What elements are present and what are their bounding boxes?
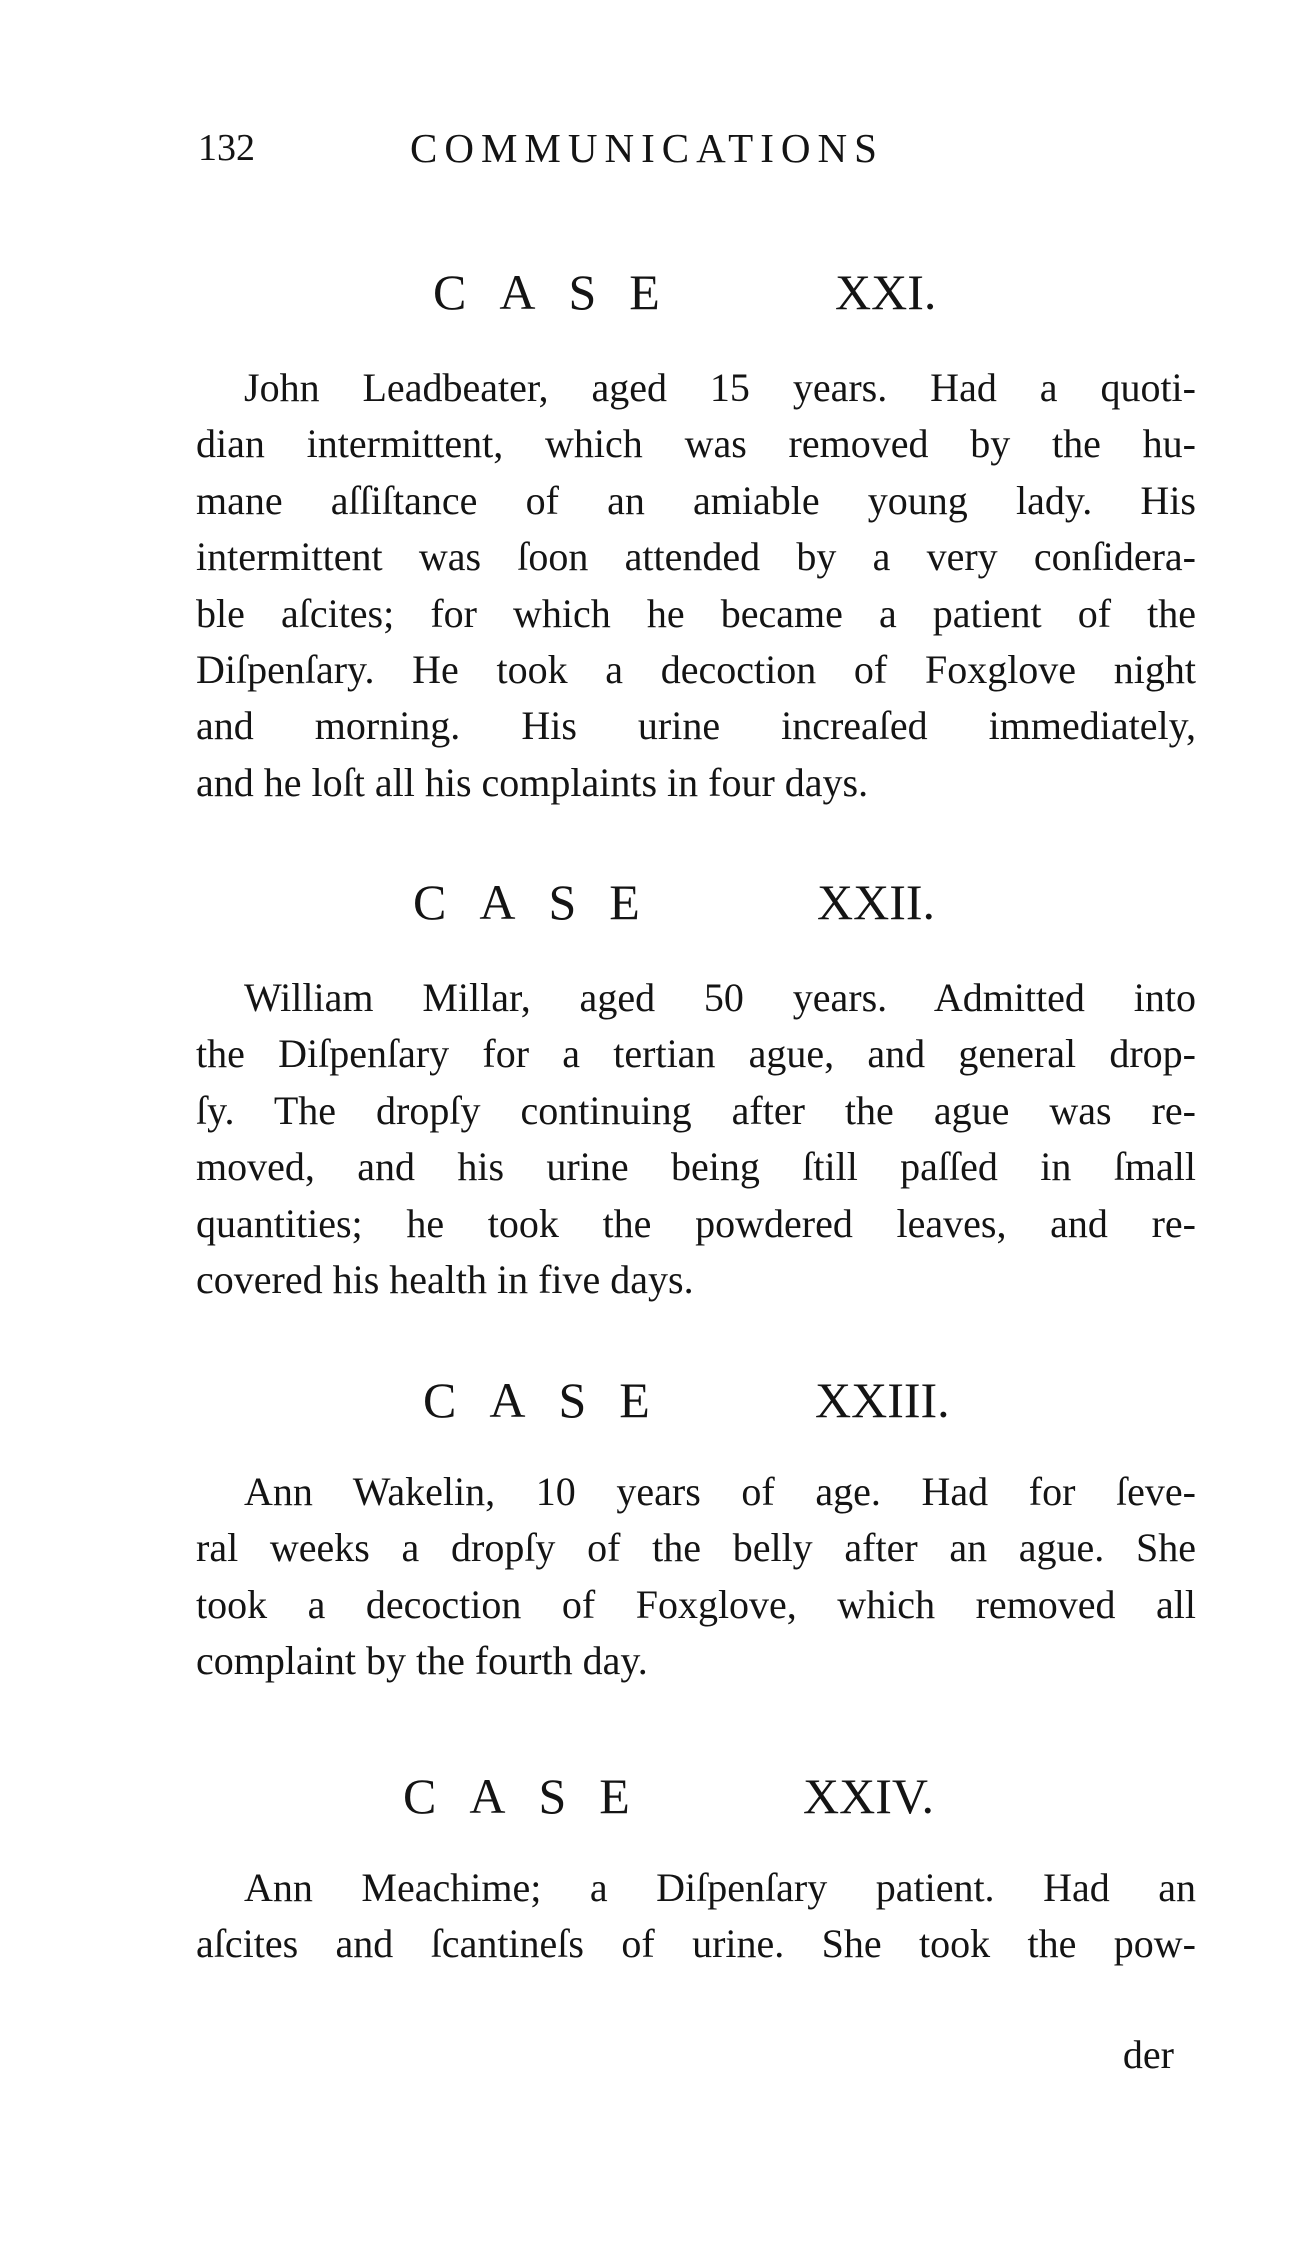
case-heading-word: CASE [423,1372,683,1428]
case-heading-number: XXIV. [803,1768,935,1824]
text-line: took a decoction of Foxglove, which removed all [196,1581,1196,1627]
text-line: dian intermittent, which was removed by the hu- [196,421,1196,467]
case-heading-number: XXII. [817,874,936,930]
case-xxi-paragraph [196,360,1196,811]
case-xxii-paragraph [196,970,1196,1308]
text-line: William Millar, aged 50 years. Admitted into [244,975,1196,1020]
text-line: aſcites and ſcantineſs of urine. She took the pow- [196,1921,1196,1967]
running-head [198,118,1028,178]
case-heading-number: XXIII. [815,1372,950,1428]
page-number: 132 [198,127,255,169]
case-heading-xxiv [195,1766,1195,1826]
case-heading-number: XXI. [835,264,937,320]
text-line: and morning. His urine increaſed immediately, [196,703,1196,749]
text-line: Ann Wakelin, 10 years of age. Had for ſeve- [244,1469,1196,1514]
case-xxiv-paragraph [196,1860,1196,1973]
case-xxiii-paragraph [196,1464,1196,1690]
text-line: intermittent was ſoon attended by a very conſidera- [196,534,1196,580]
text-line: ble aſcites; for which he became a patient of the [196,590,1196,636]
text-line: ſy. The dropſy continuing after the ague was re- [196,1087,1196,1133]
text-line: mane aſſiſtance of an amiable young lady. His [196,477,1196,523]
text-line: moved, and his urine being ſtill paſſed in ſmall [196,1144,1196,1190]
text-line: the Diſpenſary for a tertian ague, and general drop- [196,1031,1196,1077]
catchword: der [1122,2032,1174,2077]
running-title: COMMUNICATIONS [410,125,884,171]
text-line: complaint by the fourth day. [196,1638,648,1684]
text-line: and he loſt all his complaints in four days. [196,759,869,805]
case-heading-word: CASE [413,874,673,930]
text-line: ral weeks a dropſy of the belly after an ague. She [196,1525,1196,1571]
case-heading-word: CASE [433,264,693,320]
text-line: Diſpenſary. He took a decoction of Foxglove night [196,646,1196,692]
text-line: Ann Meachime; a Diſpenſary patient. Had an [244,1865,1196,1910]
case-heading-xxiii [195,1370,1195,1430]
case-heading-xxi [195,262,1195,322]
text-line: covered his health in five days. [196,1256,694,1302]
text-line: John Leadbeater, aged 15 years. Had a quoti- [244,365,1196,410]
text-line: quantities; he took the powdered leaves, and re- [196,1200,1196,1246]
case-heading-xxii [195,872,1195,932]
case-heading-word: CASE [403,1768,663,1824]
